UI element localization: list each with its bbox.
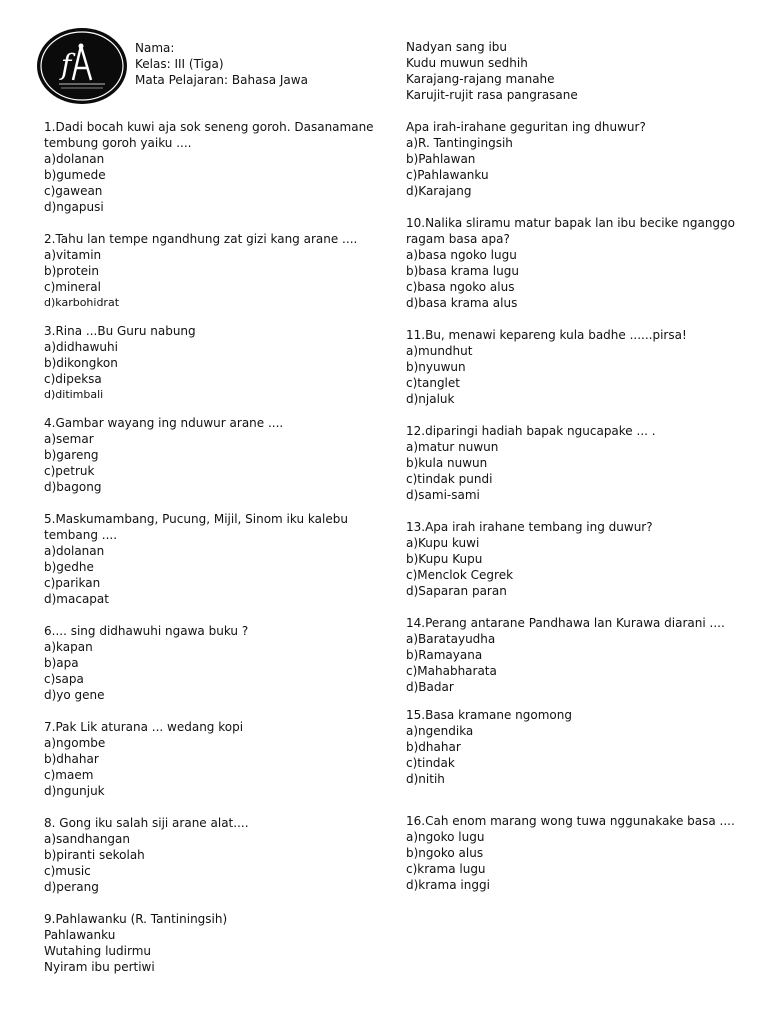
option-d: d)Karajang [406, 184, 472, 198]
question-text: 1.Dadi bocah kuwi aja sok seneng goroh. Dasanamane tembung goroh yaiku .... [44, 120, 374, 150]
option-d: d)ngapusi [44, 200, 104, 214]
option-b: b)protein [44, 264, 99, 278]
option-d: d)sami-sami [406, 488, 480, 502]
option-c: c)tanglet [406, 376, 460, 390]
option-c: c)maem [44, 768, 94, 782]
question-text: 8. Gong iku salah siji arane alat.... [44, 816, 249, 830]
question-text: 16.Cah enom marang wong tuwa nggunakake basa .... [406, 814, 735, 828]
option-b: b)apa [44, 656, 79, 670]
option-d: d)nitih [406, 772, 445, 786]
option-c: c)dipeksa [44, 372, 102, 386]
option-d: d)njaluk [406, 392, 455, 406]
question-text: 6.... sing didhawuhi ngawa buku ? [44, 624, 249, 638]
question-text: 7.Pak Lik aturana ... wedang kopi [44, 720, 244, 734]
option-a: a)ngombe [44, 736, 106, 750]
question-text: 15.Basa kramane ngomong [406, 708, 572, 722]
question-13 [406, 519, 751, 599]
option-d: d)Badar [406, 680, 454, 694]
option-b: b)Pahlawan [406, 152, 476, 166]
option-b: b)nyuwun [406, 360, 466, 374]
option-b: b)kula nuwun [406, 456, 488, 470]
option-d: d)krama inggi [406, 878, 490, 892]
question-11 [406, 327, 751, 407]
option-c: c)music [44, 864, 91, 878]
option-b: b)basa krama lugu [406, 264, 519, 278]
question-7 [44, 719, 389, 799]
question-10 [406, 215, 751, 311]
question-9-part-2 [406, 39, 751, 103]
option-b: b)dhahar [406, 740, 461, 754]
question-text: 4.Gambar wayang ing nduwur arane .... [44, 416, 284, 430]
question-12 [406, 423, 751, 503]
question-text: 11.Bu, menawi kepareng kula badhe ......pirsa! [406, 328, 687, 342]
option-b: b)gumede [44, 168, 106, 182]
student-info [135, 40, 308, 88]
option-a: a)mundhut [406, 344, 473, 358]
question-text: 3.Rina ...Bu Guru nabung [44, 324, 196, 338]
option-d: d)basa krama alus [406, 296, 518, 310]
nama-field: Nama: [135, 41, 175, 55]
option-b: b)dhahar [44, 752, 99, 766]
option-a: a)Baratayudha [406, 632, 496, 646]
poem-line: Wutahing ludirmu [44, 944, 151, 958]
question-8 [44, 815, 389, 895]
question-text: 14.Perang antarane Pandhawa lan Kurawa diarani .... [406, 616, 725, 630]
option-c: c)parikan [44, 576, 101, 590]
option-a: a)sandhangan [44, 832, 131, 846]
option-a: a)dolanan [44, 544, 105, 558]
question-2 [44, 231, 389, 311]
poem-line: Nadyan sang ibu [406, 40, 508, 54]
right-column [406, 39, 751, 909]
question-text: 10.Nalika sliramu matur bapak lan ibu becike nganggo ragam basa apa? [406, 216, 735, 246]
option-a: a)basa ngoko lugu [406, 248, 517, 262]
option-c: c)sapa [44, 672, 84, 686]
option-d: d)Saparan paran [406, 584, 507, 598]
school-logo [37, 28, 127, 104]
option-a: a)ngoko lugu [406, 830, 485, 844]
option-c: c)tindak [406, 756, 455, 770]
question-prompt: Apa irah-irahane geguritan ing dhuwur? [406, 120, 646, 134]
question-9-options [406, 119, 751, 199]
option-a: a)vitamin [44, 248, 102, 262]
option-d: d)perang [44, 880, 99, 894]
question-1 [44, 119, 389, 215]
option-c: c)tindak pundi [406, 472, 493, 486]
question-14 [406, 615, 751, 695]
option-d: d)ditimbali [44, 388, 104, 401]
option-d: d)bagong [44, 480, 102, 494]
option-c: c)Menclok Cegrek [406, 568, 514, 582]
option-b: b)dikongkon [44, 356, 118, 370]
option-a: a)ngendika [406, 724, 474, 738]
question-text: 2.Tahu lan tempe ngandhung zat gizi kang arane .... [44, 232, 358, 246]
question-6 [44, 623, 389, 703]
poem-line: Kudu muwun sedhih [406, 56, 528, 70]
poem-line: Karajang-rajang manahe [406, 72, 555, 86]
question-15 [406, 707, 751, 787]
poem-line: Nyiram ibu pertiwi [44, 960, 155, 974]
option-d: d)macapat [44, 592, 109, 606]
option-c: c)petruk [44, 464, 95, 478]
option-b: b)Ramayana [406, 648, 483, 662]
option-c: c)basa ngoko alus [406, 280, 515, 294]
option-c: c)Pahlawanku [406, 168, 489, 182]
option-b: b)ngoko alus [406, 846, 484, 860]
mapel-field: Mata Pelajaran: Bahasa Jawa [135, 73, 308, 87]
svg-text:f: f [61, 48, 72, 81]
question-4 [44, 415, 389, 495]
option-c: c)Mahabharata [406, 664, 497, 678]
question-9-part-1 [44, 911, 389, 975]
option-a: a)Kupu kuwi [406, 536, 480, 550]
option-b: b)piranti sekolah [44, 848, 145, 862]
question-text: 5.Maskumambang, Pucung, Mijil, Sinom iku kalebu tembang .... [44, 512, 348, 542]
option-a: a)kapan [44, 640, 93, 654]
option-c: c)mineral [44, 280, 101, 294]
question-16 [406, 813, 751, 893]
question-3 [44, 323, 389, 403]
option-d: d)karbohidrat [44, 296, 120, 309]
option-c: c)gawean [44, 184, 103, 198]
question-text: 12.diparingi hadiah bapak ngucapake ... . [406, 424, 656, 438]
poem-line: Pahlawanku [44, 928, 116, 942]
option-a: a)semar [44, 432, 94, 446]
option-b: b)Kupu Kupu [406, 552, 483, 566]
kelas-field: Kelas: III (Tiga) [135, 57, 224, 71]
option-a: a)matur nuwun [406, 440, 499, 454]
poem-line: Karujit-rujit rasa pangrasane [406, 88, 578, 102]
option-b: b)gedhe [44, 560, 94, 574]
option-c: c)krama lugu [406, 862, 486, 876]
option-b: b)gareng [44, 448, 99, 462]
question-5 [44, 511, 389, 607]
option-a: a)dolanan [44, 152, 105, 166]
option-a: a)R. Tantingingsih [406, 136, 513, 150]
option-a: a)didhawuhi [44, 340, 118, 354]
option-d: d)ngunjuk [44, 784, 105, 798]
left-column [44, 119, 389, 991]
question-text: 13.Apa irah irahane tembang ing duwur? [406, 520, 653, 534]
option-d: d)yo gene [44, 688, 105, 702]
question-text: 9.Pahlawanku (R. Tantiningsih) [44, 912, 228, 926]
